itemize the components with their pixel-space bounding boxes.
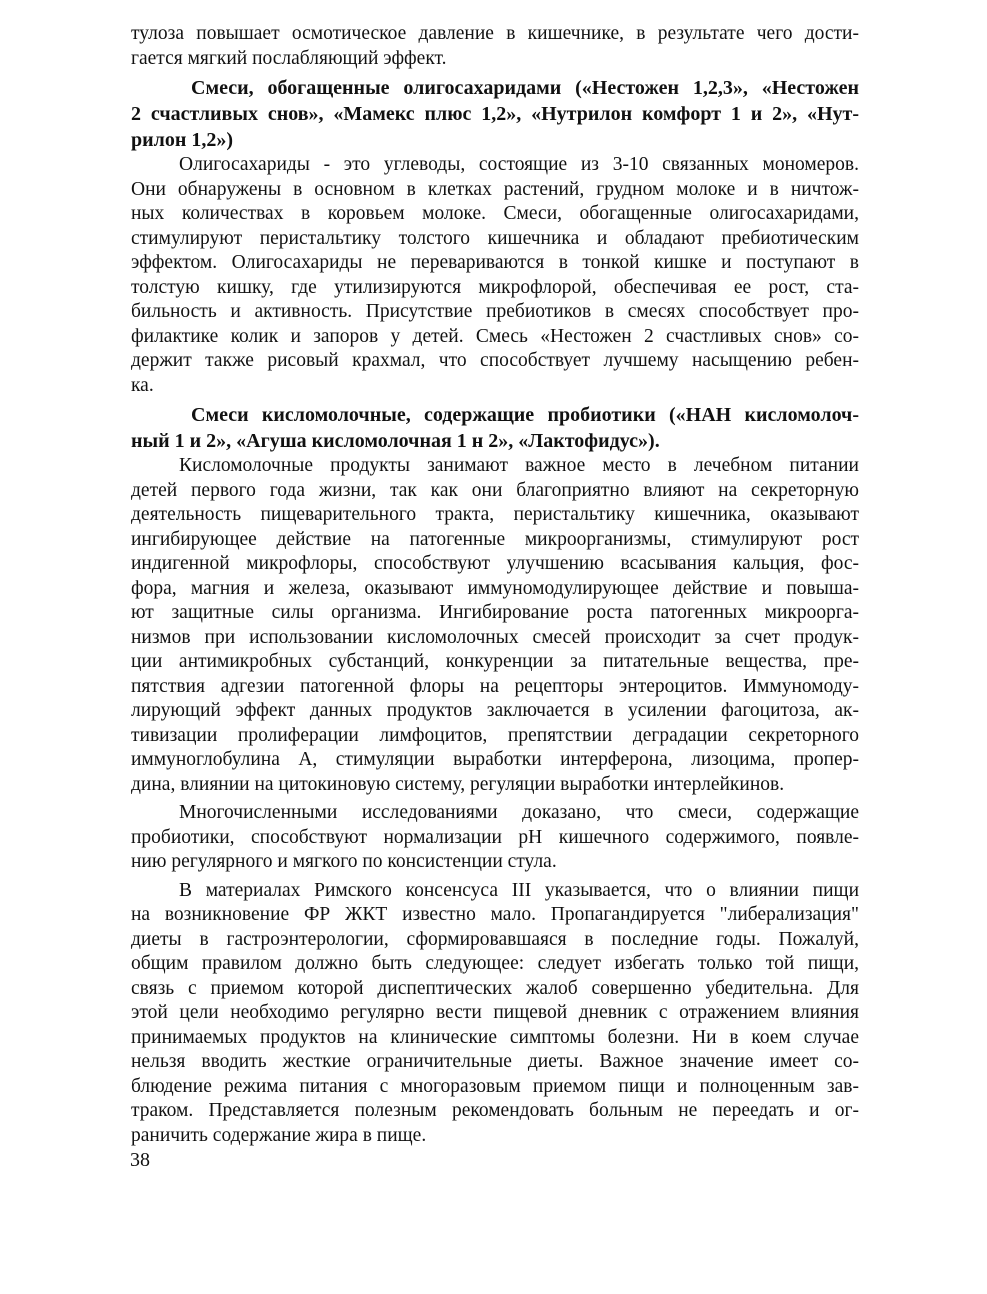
text-line: Олигосахариды - это углеводы, состоящие из 3-10 связанных мономеров.: [179, 154, 859, 175]
text-line: нельзя вводить жесткие ограничительные диеты. Важное значение имеет со-: [131, 1051, 859, 1072]
heading-line: ный 1 и 2», «Агуша кисломолочная 1 н 2», «Лактофидус»).: [131, 430, 660, 452]
text-line: гается мягкий послабляющий эффект.: [131, 47, 447, 69]
text-line: бильность и активность. Присутствие пребиотиков в смесях способствует про-: [131, 301, 859, 322]
text-line: ингибирующее действие на патогенные микроорганизмы, стимулируют рост: [131, 528, 859, 550]
section-heading-fermented-milk: [131, 402, 859, 454]
text-line: пробиотики, способствуют нормализации pH кишечного содержимого, появле-: [131, 826, 859, 848]
text-line: раничить содержание жира в пище.: [131, 1124, 427, 1146]
text-line: пятствия адгезии патогенной флоры на рецепторы энтероцитов. Иммуномоду-: [131, 675, 859, 697]
text-line: ции антимикробных субстанций, конкуренции за питательные вещества, пре-: [131, 651, 859, 672]
text-line: Они обнаружены в основном в клетках растений, грудном молоке и в ничтож-: [131, 178, 859, 200]
text-line: индигенной микрофлоры, способствуют улучшению всасывания кальция, фос-: [131, 553, 859, 574]
text-line: иммуноглобулина А, стимуляции выработки интерферона, лизоцима, пропер-: [131, 749, 859, 770]
text-line: ных количествах в коровьем молоке. Смеси, обогащенные олигосахаридами,: [131, 203, 859, 224]
text-line: диеты в гастроэнтерологии, сформировавшаяся в последние годы. Пожалуй,: [131, 928, 859, 950]
text-line: низмов при использовании кисломолочных смесей происходит за счет продук-: [131, 626, 859, 648]
text-line: ют защитные силы организма. Ингибирование роста патогенных микроорга-: [131, 602, 859, 623]
text-line: филактике колик и запоров у детей. Смесь «Нестожен 2 счастливых снов» со-: [131, 325, 859, 347]
text-line: ка.: [131, 374, 154, 396]
text-line: Кисломолочные продукты занимают важное место в лечебном питании: [179, 455, 859, 476]
intro-paragraph: [131, 22, 859, 71]
paragraph-rome-consensus: [131, 879, 859, 1149]
text-line: лирующий эффект данных продуктов заключается в усилении фагоцитоза, ак-: [131, 700, 859, 721]
text-line: нию регулярного и мягкого по консистенции стула.: [131, 851, 557, 872]
text-line: принимаемых продуктов на клинические симптомы болезни. Ни в коем случае: [131, 1026, 859, 1048]
paragraph-oligosaccharides: [131, 153, 859, 398]
text-line: траком. Представляется полезным рекомендовать больным не переедать и ог-: [131, 1100, 859, 1121]
text-line: общим правилом должно быть следующее: следует избегать только той пищи,: [131, 953, 859, 974]
text-line: тулоза повышает осмотическое давление в кишечнике, в результате чего дости-: [131, 23, 859, 44]
heading-line: Смеси кисломолочные, содержащие пробиотики («НАН кисломолоч-: [191, 404, 859, 426]
text-line: на возникновение ФР ЖКТ известно мало. Пропагандируется "либерализация": [131, 904, 859, 925]
text-line: этой цели необходимо регулярно вести пищевой дневник с отражением влияния: [131, 1002, 859, 1023]
text-line: блюдение режима питания с многоразовым приемом пищи и полноценным зав-: [131, 1075, 859, 1097]
text-line: эффектом. Олигосахариды не перевариваются в тонкой кишке и поступают в: [131, 252, 859, 273]
text-line: толстую кишку, где утилизируются микрофлорой, обеспечивая ее рост, ста-: [131, 276, 859, 298]
heading-line: рилон 1,2»): [131, 129, 234, 151]
text-line: детей первого года жизни, так как они благоприятно влияют на секреторную: [131, 479, 859, 501]
heading-line: 2 счастливых снов», «Мамекс плюс 1,2», «Нутрилон комфорт 1 и 2», «Нут-: [131, 103, 859, 125]
page-number: 38: [130, 1149, 150, 1171]
text-line: деятельность пищеварительного тракта, перистальтику кишечника, оказывают: [131, 504, 859, 525]
paragraph-fermented-milk: [131, 454, 859, 797]
text-line: фора, магния и железа, оказывают иммуномодулирующее действие и повыша-: [131, 577, 859, 599]
text-line: дина, влиянии на цитокиновую систему, регуляции выработки интерлейкинов.: [131, 773, 785, 795]
text-line: стимулируют перистальтику толстого кишечника и обладают пребиотическим: [131, 227, 859, 249]
text-line: Многочисленными исследованиями доказано, что смеси, содержащие: [179, 802, 859, 823]
text-line: тивизации пролиферации лимфоцитов, препятствии деградации секреторного: [131, 724, 859, 746]
paragraph-studies: [131, 801, 859, 875]
section-heading-oligosaccharides: [131, 75, 859, 153]
text-line: держит также рисовый крахмал, что способствует лучшему насыщению ребен-: [131, 350, 859, 371]
text-line: В материалах Римского консенсуса III указывается, что о влиянии пищи: [179, 879, 859, 901]
text-line: связь с приемом которой диспептических жалоб совершенно убедительна. Для: [131, 977, 859, 999]
document-page: [131, 22, 859, 1148]
heading-line: Смеси, обогащенные олигосахаридами («Нестожен 1,2,3», «Нестожен: [191, 77, 859, 99]
